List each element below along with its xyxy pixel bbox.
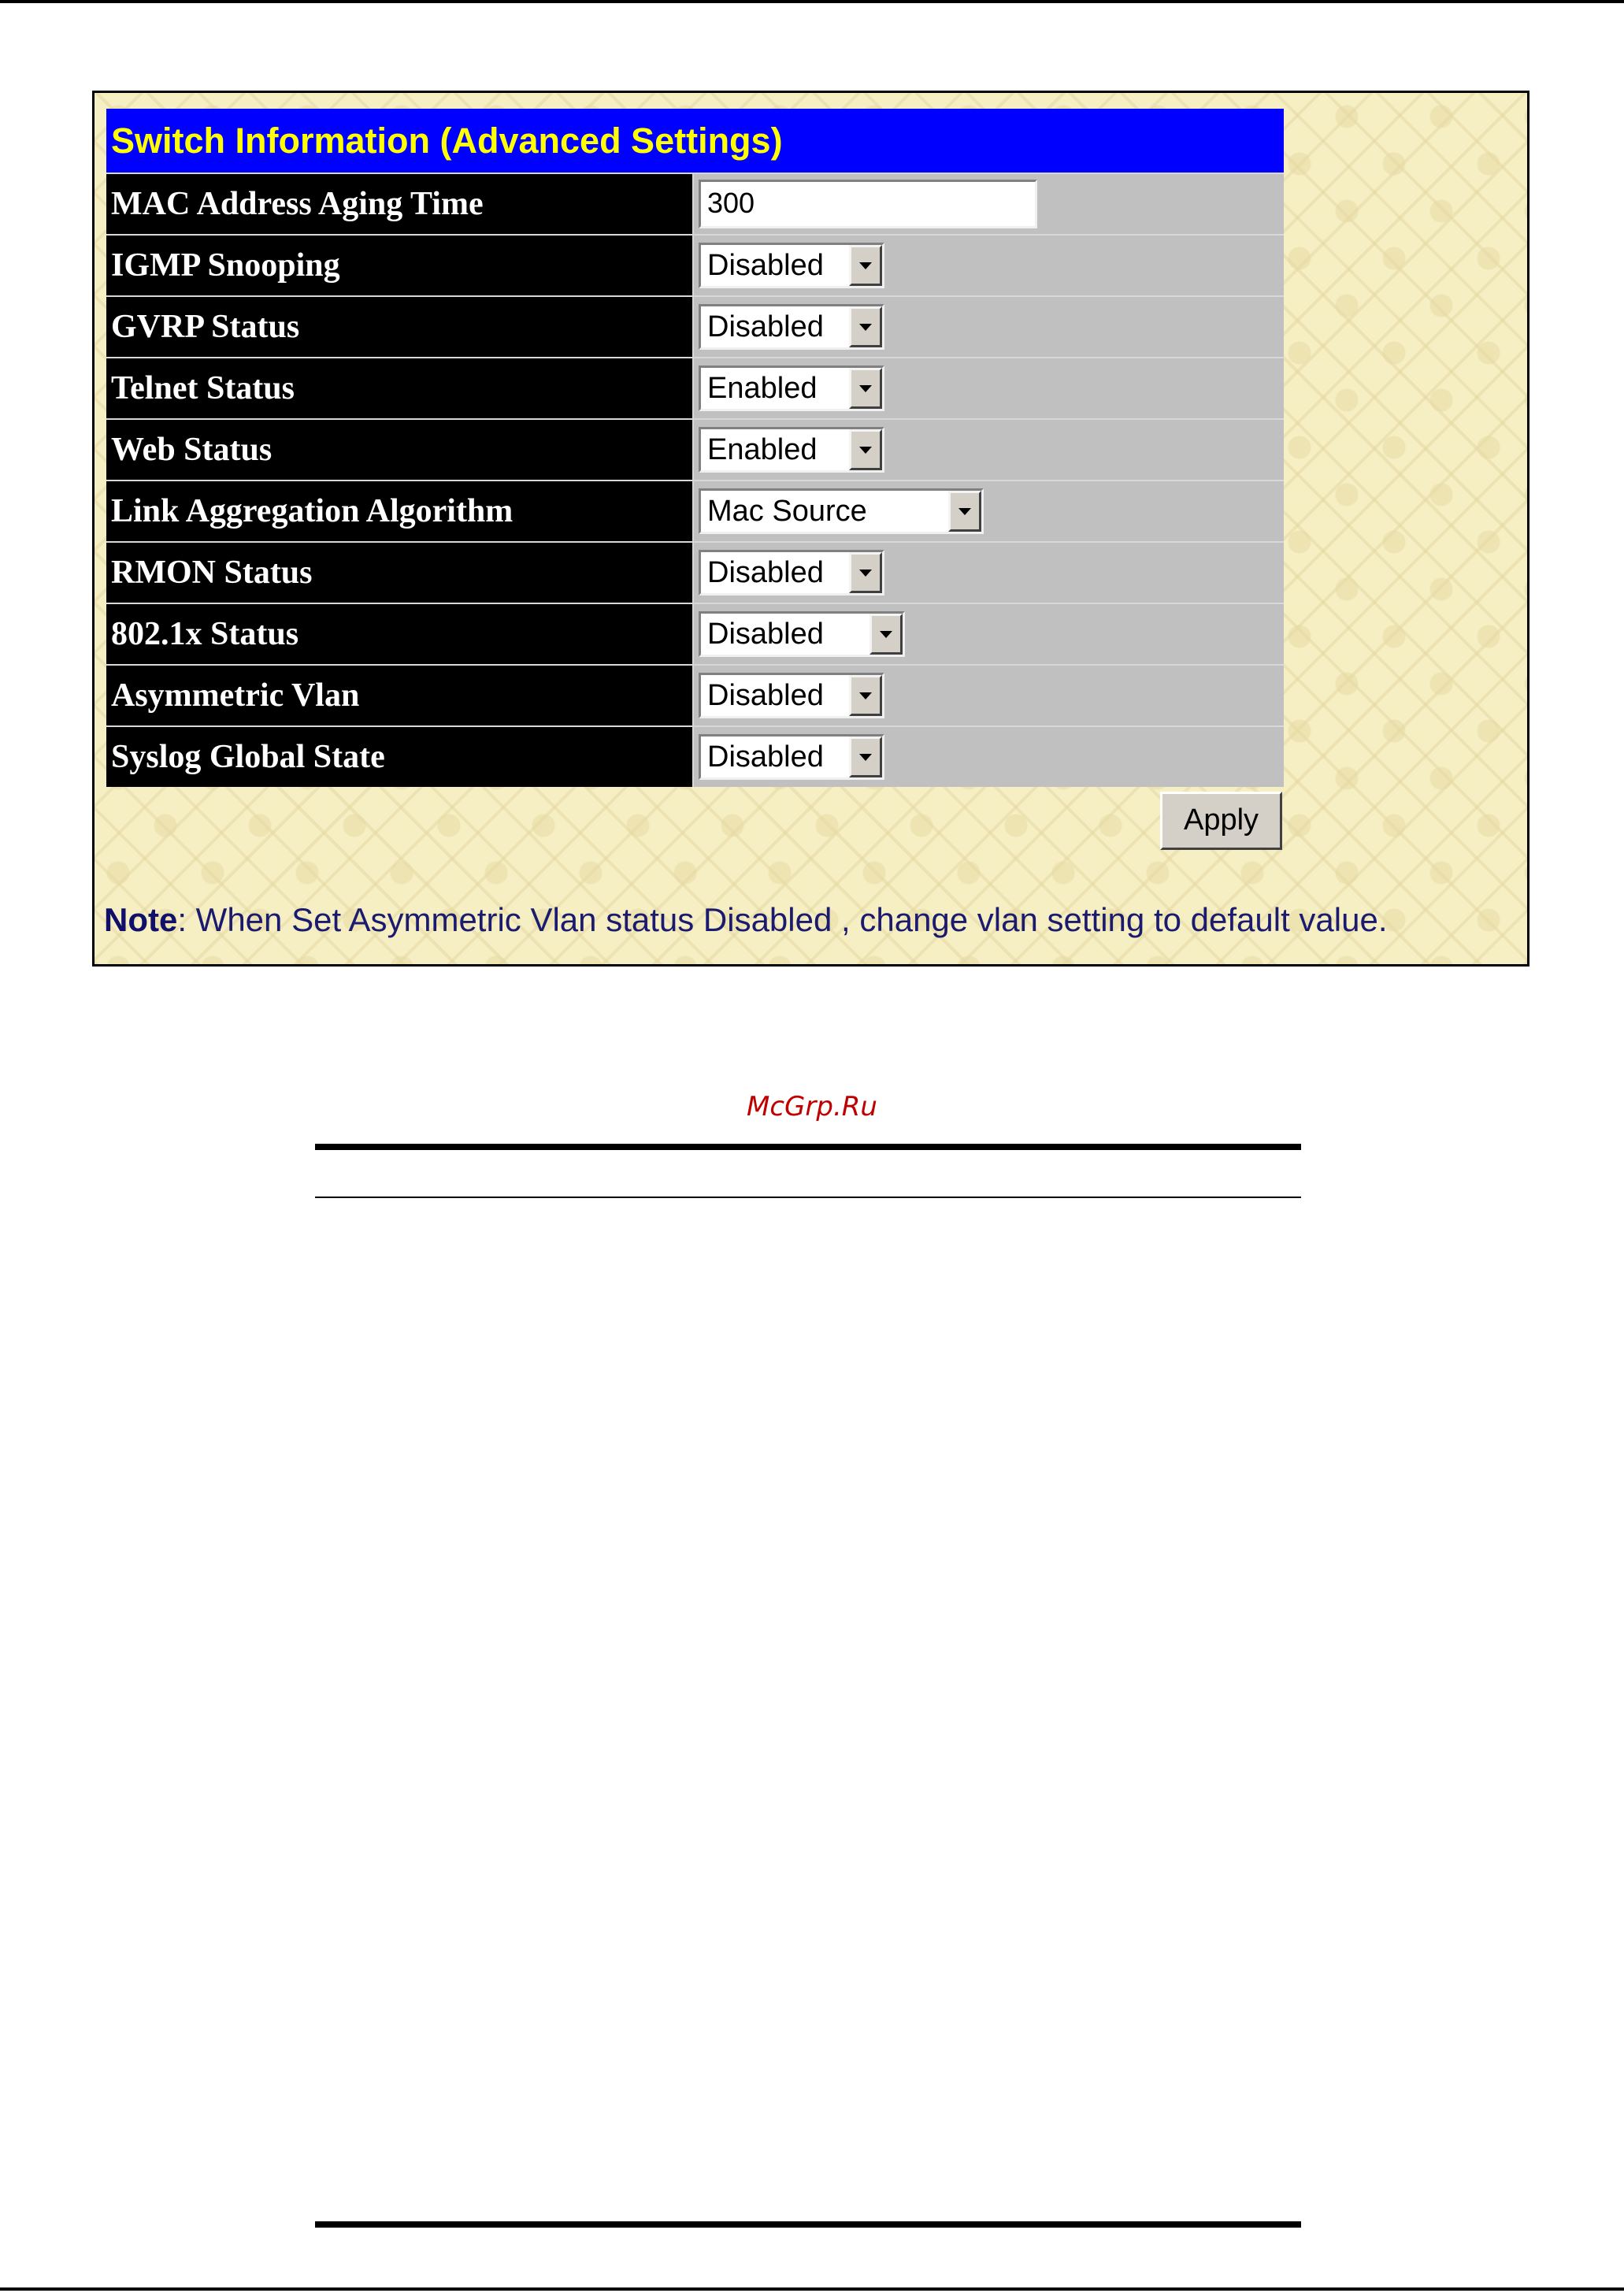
select-value: Disabled (707, 740, 824, 774)
select-value: Disabled (707, 679, 824, 712)
settings-table (106, 109, 1284, 787)
dropdown-arrow-icon[interactable] (849, 675, 882, 716)
row-label: IGMP Snooping (106, 236, 692, 295)
row-mac-aging-time (106, 173, 1284, 234)
web-status-select[interactable] (699, 427, 884, 473)
note-text: : When Set Asymmetric Vlan status Disabled , change vlan setting to default value. (177, 901, 1388, 938)
row-web-status (106, 418, 1284, 480)
dropdown-arrow-icon[interactable] (849, 429, 882, 470)
dropdown-arrow-icon[interactable] (849, 245, 882, 286)
row-link-aggregation-algorithm (106, 480, 1284, 541)
select-value: Enabled (707, 433, 818, 466)
page-bottom-rule (0, 2287, 1624, 2291)
dropdown-arrow-icon[interactable] (849, 368, 882, 409)
row-label: Telnet Status (106, 358, 692, 418)
select-value: Disabled (707, 310, 824, 343)
note (104, 896, 1387, 944)
row-label: Web Status (106, 420, 692, 480)
row-label: Link Aggregation Algorithm (106, 481, 692, 541)
link-aggregation-algorithm-select[interactable] (699, 488, 984, 534)
row-label: GVRP Status (106, 297, 692, 357)
row-8021x-status (106, 603, 1284, 664)
row-syslog-global-state (106, 725, 1284, 787)
select-value: Disabled (707, 556, 824, 589)
select-value: Enabled (707, 372, 818, 405)
row-label: Asymmetric Vlan (106, 666, 692, 725)
note-label: Note (104, 901, 178, 938)
igmp-snooping-select[interactable] (699, 243, 884, 288)
row-label: RMON Status (106, 543, 692, 603)
row-label: MAC Address Aging Time (106, 174, 692, 234)
row-rmon-status (106, 541, 1284, 603)
dropdown-arrow-icon[interactable] (869, 614, 903, 655)
panel-title: Switch Information (Advanced Settings) (106, 109, 1284, 173)
dropdown-arrow-icon[interactable] (849, 737, 882, 777)
page-top-rule (0, 0, 1624, 3)
dropdown-arrow-icon[interactable] (849, 306, 882, 347)
dropdown-arrow-icon[interactable] (948, 491, 981, 532)
row-telnet-status (106, 357, 1284, 418)
document-rule-top (315, 1144, 1301, 1150)
rmon-status-select[interactable] (699, 550, 884, 596)
syslog-global-state-select[interactable] (699, 734, 884, 780)
dropdown-arrow-icon[interactable] (849, 552, 882, 593)
row-igmp-snooping (106, 234, 1284, 295)
select-value: Disabled (707, 249, 824, 282)
apply-button[interactable]: Apply (1160, 792, 1282, 850)
row-label: 802.1x Status (106, 604, 692, 664)
row-asymmetric-vlan (106, 664, 1284, 725)
settings-panel (92, 91, 1529, 967)
select-value: Mac Source (707, 495, 867, 528)
8021x-status-select[interactable] (699, 611, 905, 657)
row-gvrp-status (106, 295, 1284, 357)
document-rule-bottom (315, 2221, 1301, 2228)
mac-aging-time-input[interactable]: 300 (699, 180, 1037, 228)
telnet-status-select[interactable] (699, 365, 884, 411)
gvrp-status-select[interactable] (699, 304, 884, 350)
asymmetric-vlan-select[interactable] (699, 673, 884, 718)
watermark: McGrp.Ru (747, 1091, 877, 1122)
select-value: Disabled (707, 618, 824, 651)
document-rule-thin (315, 1197, 1301, 1198)
row-label: Syslog Global State (106, 727, 692, 787)
